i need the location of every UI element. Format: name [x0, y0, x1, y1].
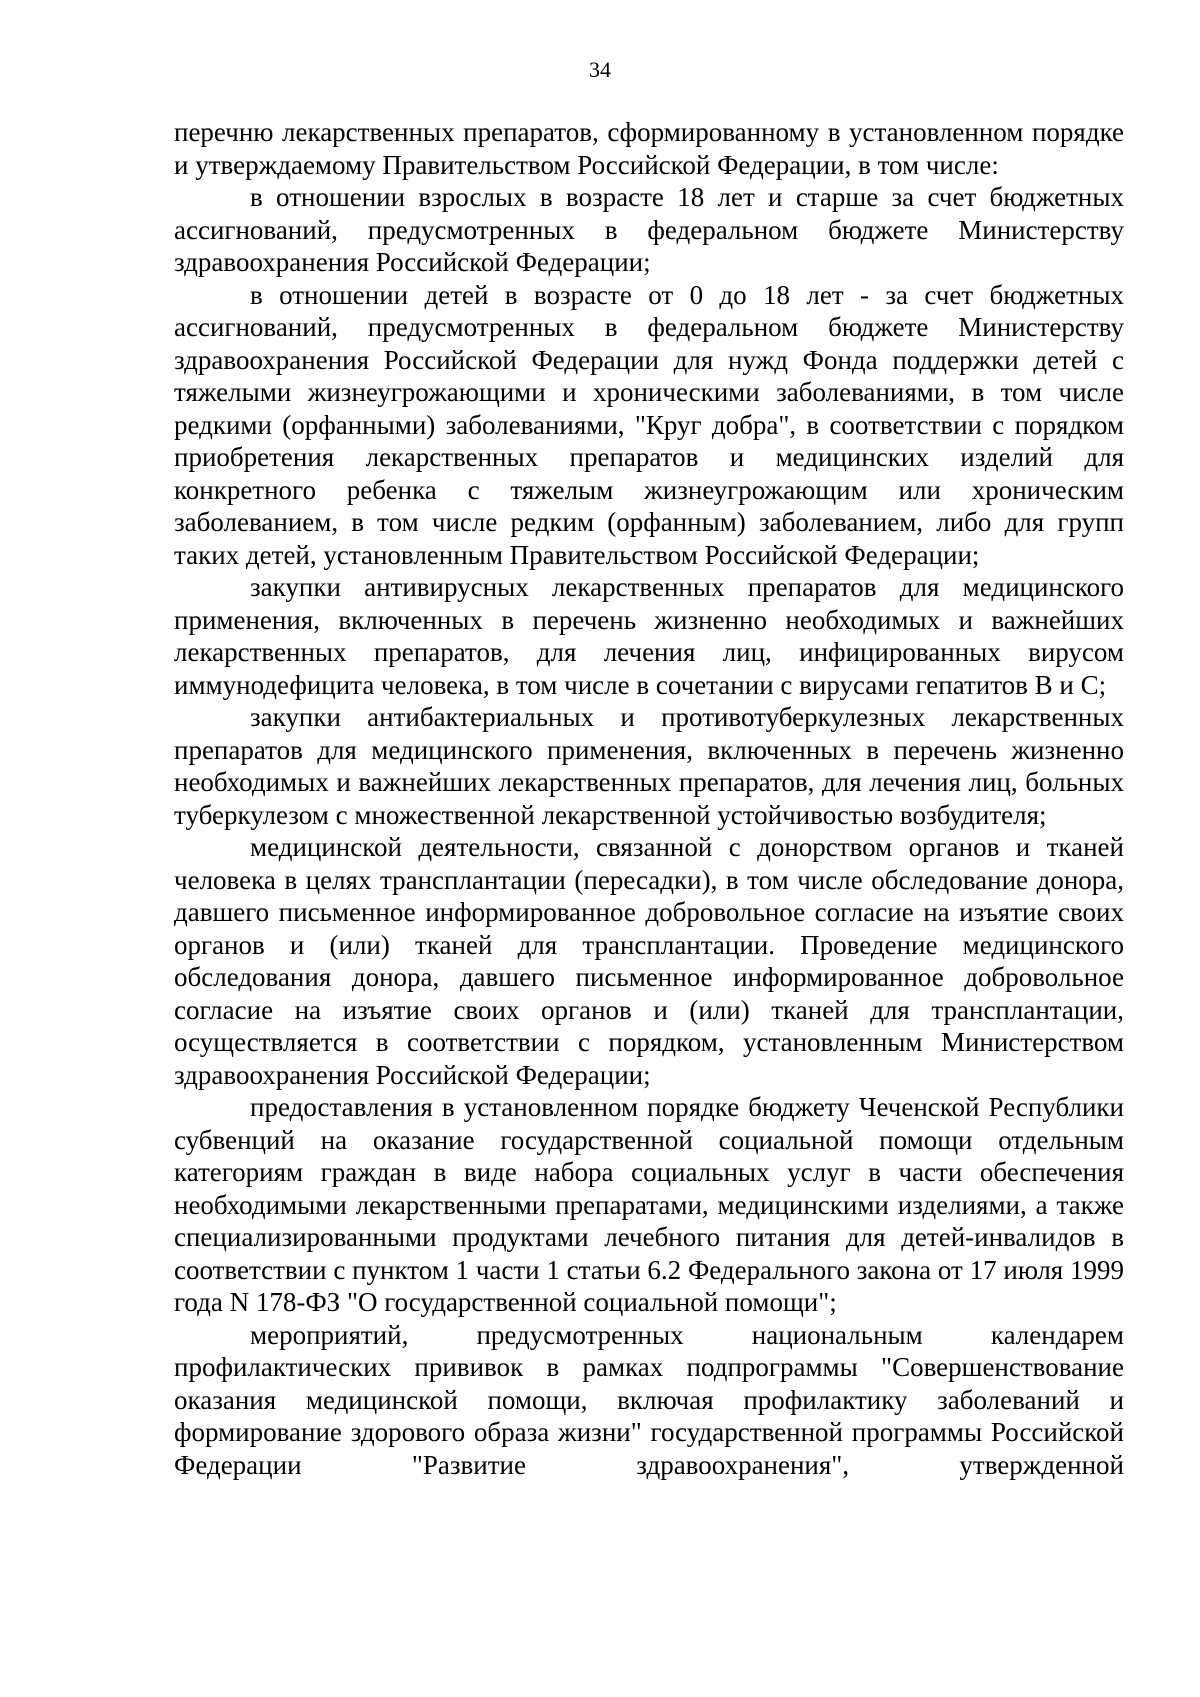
- paragraph-vaccination: мероприятий, предусмотренных национальным календарем профилактических прививок в рамках подпрограммы "Совершенствование оказания медицинской помощи, включая профилактику заболеваний и формирование здорового образа жизни" государственной программы Российской Федерации "Развитие здравоохранения", утвержденной: [174, 1319, 1124, 1480]
- paragraph-antiviral: закупки антивирусных лекарственных препаратов для медицинского применения, включенных в перечень жизненно необходимых и важнейших лекарственных препаратов, для лечения лиц, инфицированных вирусом иммунодефицита человека, в том числе в сочетании с вирусами гепатитов B и C;: [174, 572, 1124, 700]
- document-body: [174, 116, 1124, 1481]
- paragraph-chechen-subsidies: предоставления в установленном порядке бюджету Чеченской Республики субвенций на оказание государственной социальной помощи отдельным категориям граждан в виде набора социальных услуг в части обеспечения необходимыми лекарственными препаратами, медицинскими изделиями, а также специализированными продуктами лечебного питания для детей-инвалидов в соответствии с пунктом 1 части 1 статьи 6.2 Федерального закона от 17 июля 1999 года N 178-ФЗ "О государственной социальной помощи";: [174, 1092, 1124, 1317]
- page-number: 34: [589, 57, 611, 82]
- paragraph-children: в отношении детей в возрасте от 0 до 18 лет - за счет бюджетных ассигнований, предусмотренных в федеральном бюджете Министерству здравоохранения Российской Федерации для нужд Фонда поддержки детей с тяжелыми жизнеугрожающими и хроническими заболеваниями, в том числе редкими (орфанными) заболеваниями, "Круг добра", в соответствии с порядком приобретения лекарственных препаратов и медицинских изделий для конкретного ребенка с тяжелым жизнеугрожающим или хроническим заболеванием, в том числе редким (орфанным) заболеванием, либо для групп таких детей, установленным Правительством Российской Федерации;: [174, 279, 1124, 570]
- paragraph-adults: в отношении взрослых в возрасте 18 лет и старше за счет бюджетных ассигнований, предусмотренных в федеральном бюджете Министерству здравоохранения Российской Федерации;: [174, 182, 1124, 277]
- paragraph-donation: медицинской деятельности, связанной с донорством органов и тканей человека в целях трансплантации (пересадки), в том числе обследование донора, давшего письменное информированное добровольное согласие на изъятие своих органов и (или) тканей для трансплантации. Проведение медицинского обследования донора, давшего письменное информированное добровольное согласие на изъятие своих органов и (или) тканей для трансплантации, осуществляется в соответствии с порядком, установленным Министерством здравоохранения Российской Федерации;: [174, 832, 1124, 1090]
- paragraph-intro: перечню лекарственных препаратов, сформированному в установленном порядке и утверждаемому Правительством Российской Федерации, в том числе:: [174, 117, 1124, 180]
- paragraph-antibacterial: закупки антибактериальных и противотуберкулезных лекарственных препаратов для медицинского применения, включенных в перечень жизненно необходимых и важнейших лекарственных препаратов, для лечения лиц, больных туберкулезом с множественной лекарственной устойчивостью возбудителя;: [174, 702, 1124, 830]
